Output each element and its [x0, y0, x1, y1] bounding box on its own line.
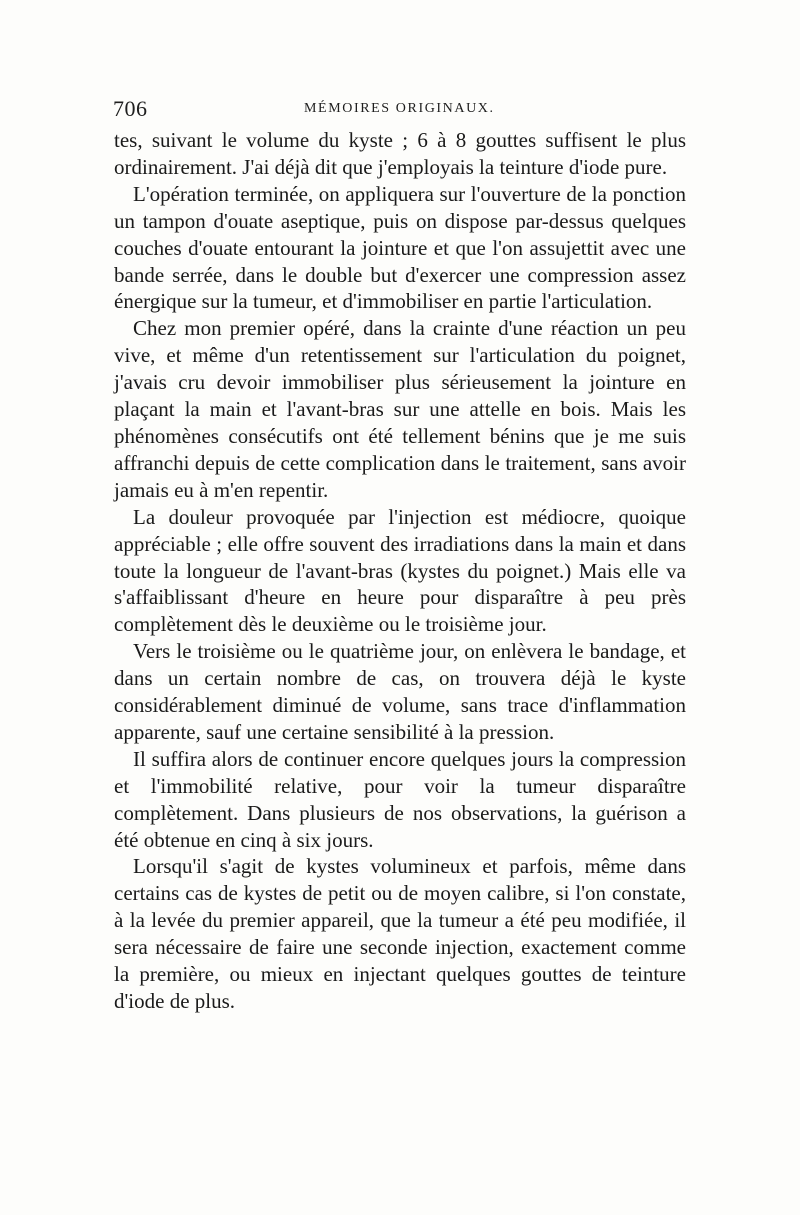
- page-number: 706: [113, 96, 148, 121]
- paragraph-operation: L'opération terminée, on appliquera sur l'ouverture de la ponction un tampon d'ouate aseptique, puis on dispose par-dessus quelques couches d'ouate entourant la jointure et que l'on assujettit avec une bande serrée, dans le double but d'exercer une compression assez énergique sur la tumeur, et d'immobiliser en partie l'articulation.: [114, 181, 686, 314]
- paragraph-continuation: tes, suivant le volume du kyste ; 6 à 8 gouttes suffisent le plus ordinairement. J'ai déjà dit que j'employais la teinture d'iode pure.: [114, 128, 686, 179]
- paragraph-compression: Il suffira alors de continuer encore quelques jours la compression et l'immobilité relative, pour voir la tumeur disparaître complètement. Dans plusieurs de nos observations, la guérison a été obtenue en cinq à six jours.: [114, 746, 686, 852]
- page-header: [113, 96, 693, 126]
- running-title: MÉMOIRES ORIGINAUX.: [304, 101, 495, 116]
- body-text: [114, 127, 686, 1015]
- paragraph-bandage-removal: Vers le troisième ou le quatrième jour, on enlèvera le bandage, et dans un certain nombre de cas, on trouvera déjà le kyste considérablement diminué de volume, sans trace d'inflammation apparente, sauf une certaine sensibilité à la pression.: [114, 639, 686, 744]
- paragraph-second-injection: Lorsqu'il s'agit de kystes volumineux et parfois, même dans certains cas de kystes de petit ou de moyen calibre, si l'on constate, à la levée du premier appareil, que la tumeur a été peu modifiée, il sera nécessaire de faire une seconde injection, exactement comme la première, ou mieux en injectant quelques gouttes de teinture d'iode de plus.: [114, 854, 686, 1013]
- paragraph-pain: La douleur provoquée par l'injection est médiocre, quoique appréciable ; elle offre souvent des irradiations dans la main et dans toute la longueur de l'avant-bras (kystes du poignet.) Mais elle va s'affaiblissant d'heure en heure pour disparaître à peu près complètement dès le deuxième ou le troisième jour.: [114, 504, 686, 637]
- paragraph-first-patient: Chez mon premier opéré, dans la crainte d'une réaction un peu vive, et même d'un retentissement sur l'articulation du poignet, j'avais cru devoir immobiliser plus sérieusement la jointure en plaçant la main et l'avant-bras sur une attelle en bois. Mais les phénomènes consécutifs ont été tellement bénins que je me suis affranchi depuis de cette complication dans le traitement, sans avoir jamais eu à m'en repentir.: [114, 316, 686, 502]
